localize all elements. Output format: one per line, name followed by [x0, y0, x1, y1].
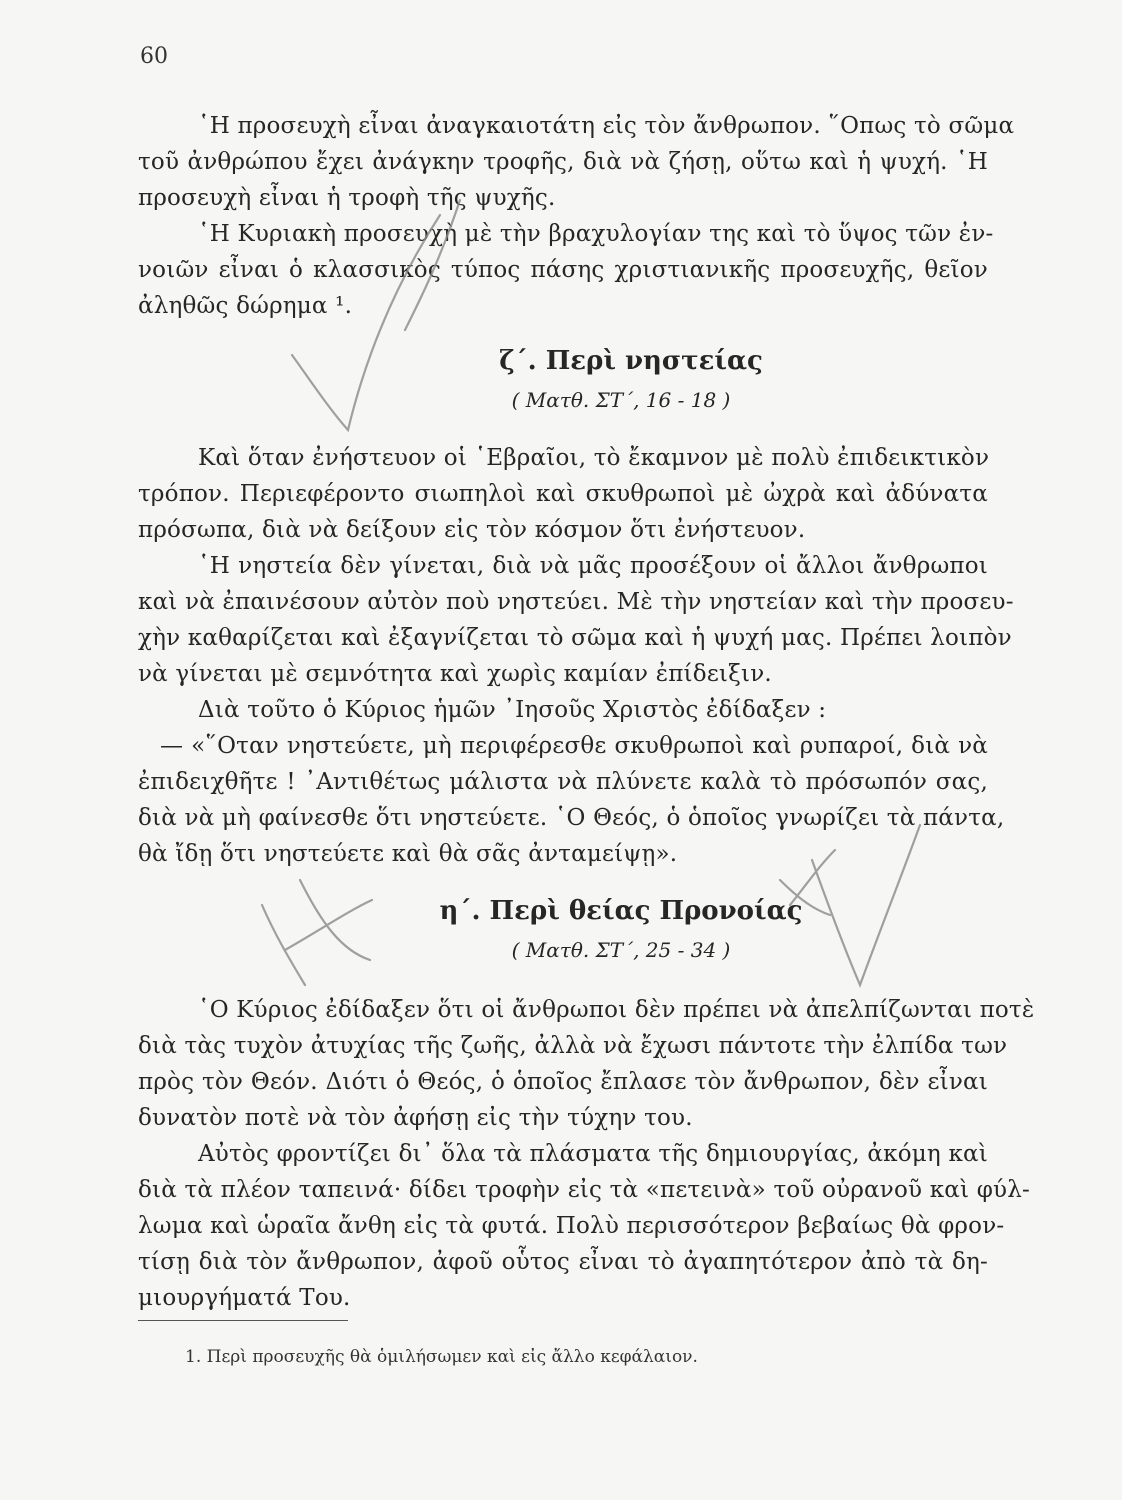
providence-line-7: λωμα καὶ ὡραῖα ἄνθη εἰς τὰ φυτά. Πολὺ περισσότερον βεβαίως θὰ φρον-	[138, 1213, 1005, 1239]
pencil-mark-lower-right-check	[812, 825, 920, 985]
providence-line-1: ῾Ο Κύριος ἐδίδαξεν ὅτι οἱ ἄνθρωποι δὲν πρέπει νὰ ἀπελπίζωνται ποτὲ	[198, 997, 1035, 1023]
intro-line-6: ἀληθῶς δώρημα ¹.	[138, 293, 353, 319]
fasting-line-6: χὴν καθαρίζεται καὶ ἐξαγνίζεται τὸ σῶμα καὶ ἡ ψυχή μας. Πρέπει λοιπὸν	[138, 625, 1012, 651]
page-number: 60	[140, 44, 168, 69]
section-reference-fasting: ( Ματθ. ΣΤ΄, 16 - 18 )	[511, 388, 731, 412]
section-heading-fasting: ζ΄. Περὶ νηστείας	[499, 346, 763, 376]
intro-line-3: προσευχὴ εἶναι ἡ τροφὴ τῆς ψυχῆς.	[138, 185, 556, 211]
fasting-line-11: διὰ νὰ μὴ φαίνεσθε ὅτι νηστεύετε. ῾Ο Θεός, ὁ ὁποῖος γνωρίζει τὰ πάντα,	[138, 805, 1005, 831]
intro-line-1: ῾Η προσευχὴ εἶναι ἀναγκαιοτάτη εἰς τὸν ἄνθρωπον. ῞Οπως τὸ σῶμα	[198, 113, 1015, 139]
pencil-mark-upper-slash	[405, 200, 460, 330]
providence-line-8: τίσῃ διὰ τὸν ἄνθρωπον, ἀφοῦ οὗτος εἶναι τὸ ἀγαπητότερον ἀπὸ τὰ δη-	[138, 1249, 988, 1275]
providence-line-3: πρὸς τὸν Θεόν. Διότι ὁ Θεός, ὁ ὁποῖος ἔπλασε τὸν ἄνθρωπον, δὲν εἶναι	[138, 1069, 988, 1095]
fasting-line-4: ῾Η νηστεία δὲν γίνεται, διὰ νὰ μᾶς προσέξουν οἱ ἄλλοι ἄνθρωποι	[198, 553, 988, 579]
pencil-mark-upper-check	[292, 215, 440, 430]
providence-line-4: δυνατὸν ποτὲ νὰ τὸν ἀφήσῃ εἰς τὴν τύχην του.	[138, 1105, 693, 1131]
fasting-line-5: καὶ νὰ ἐπαινέσουν αὐτὸν ποὺ νηστεύει. Μὲ τὴν νηστείαν καὶ τὴν προσευ-	[138, 589, 1014, 615]
fasting-line-12: θὰ ἴδῃ ὅτι νηστεύετε καὶ θὰ σᾶς ἀνταμείψῃ».	[138, 841, 678, 867]
fasting-line-10: ἐπιδειχθῆτε ! ᾿Αντιθέτως μάλιστα νὰ πλύνετε καλὰ τὸ πρόσωπόν σας,	[138, 769, 988, 795]
providence-line-5: Αὐτὸς φροντίζει δι᾿ ὅλα τὰ πλάσματα τῆς δημιουργίας, ἀκόμη καὶ	[198, 1141, 988, 1167]
fasting-line-7: νὰ γίνεται μὲ σεμνότητα καὶ χωρὶς καμίαν ἐπίδειξιν.	[138, 661, 772, 687]
footnote: 1. Περὶ προσευχῆς θὰ ὁμιλήσωμεν καὶ εἰς ἄλλο κεφάλαιον.	[185, 1347, 698, 1367]
pencil-mark-lower-x	[285, 880, 372, 960]
intro-line-4: ῾Η Κυριακὴ προσευχὴ μὲ τὴν βραχυλογίαν της καὶ τὸ ὕψος τῶν ἐν-	[198, 221, 994, 247]
pencil-mark-lower-left-slash	[262, 905, 305, 985]
fasting-line-1: Καὶ ὅταν ἐνήστευον οἱ ῾Εβραῖοι, τὸ ἔκαμνον μὲ πολὺ ἐπιδεικτικὸν	[198, 445, 990, 471]
intro-line-5: νοιῶν εἶναι ὁ κλασσικὸς τύπος πάσης χριστιανικῆς προσευχῆς, θεῖον	[138, 257, 988, 283]
fasting-line-8: Διὰ τοῦτο ὁ Κύριος ἡμῶν ᾿Ιησοῦς Χριστὸς ἐδίδαξεν :	[198, 697, 827, 723]
fasting-line-9: — «῞Οταν νηστεύετε, μὴ περιφέρεσθε σκυθρωποὶ καὶ ρυπαροί, διὰ νὰ	[160, 733, 988, 759]
providence-line-2: διὰ τὰς τυχὸν ἀτυχίας τῆς ζωῆς, ἀλλὰ νὰ ἔχωσι πάντοτε τὴν ἐλπίδα των	[138, 1033, 1008, 1059]
fasting-line-3: πρόσωπα, διὰ νὰ δείξουν εἰς τὸν κόσμον ὅτι ἐνήστευον.	[138, 517, 806, 543]
intro-line-2: τοῦ ἀνθρώπου ἔχει ἀνάγκην τροφῆς, διὰ νὰ ζήσῃ, οὕτω καὶ ἡ ψυχή. ῾Η	[138, 149, 988, 175]
section-reference-providence: ( Ματθ. ΣΤ΄, 25 - 34 )	[511, 938, 731, 962]
providence-line-6: διὰ τὰ πλέον ταπεινά· δίδει τροφὴν εἰς τὰ «πετεινὰ» τοῦ οὐρανοῦ καὶ φύλ-	[138, 1177, 1030, 1203]
pencil-mark-lower-right-h	[780, 850, 835, 915]
fasting-line-2: τρόπον. Περιεφέροντο σιωπηλοὶ καὶ σκυθρωποὶ μὲ ὠχρὰ καὶ ἀδύνατα	[138, 481, 988, 507]
providence-line-9: μιουργήματά Του.	[138, 1285, 351, 1311]
section-heading-providence: η΄. Περὶ θείας Προνοίας	[439, 896, 803, 926]
